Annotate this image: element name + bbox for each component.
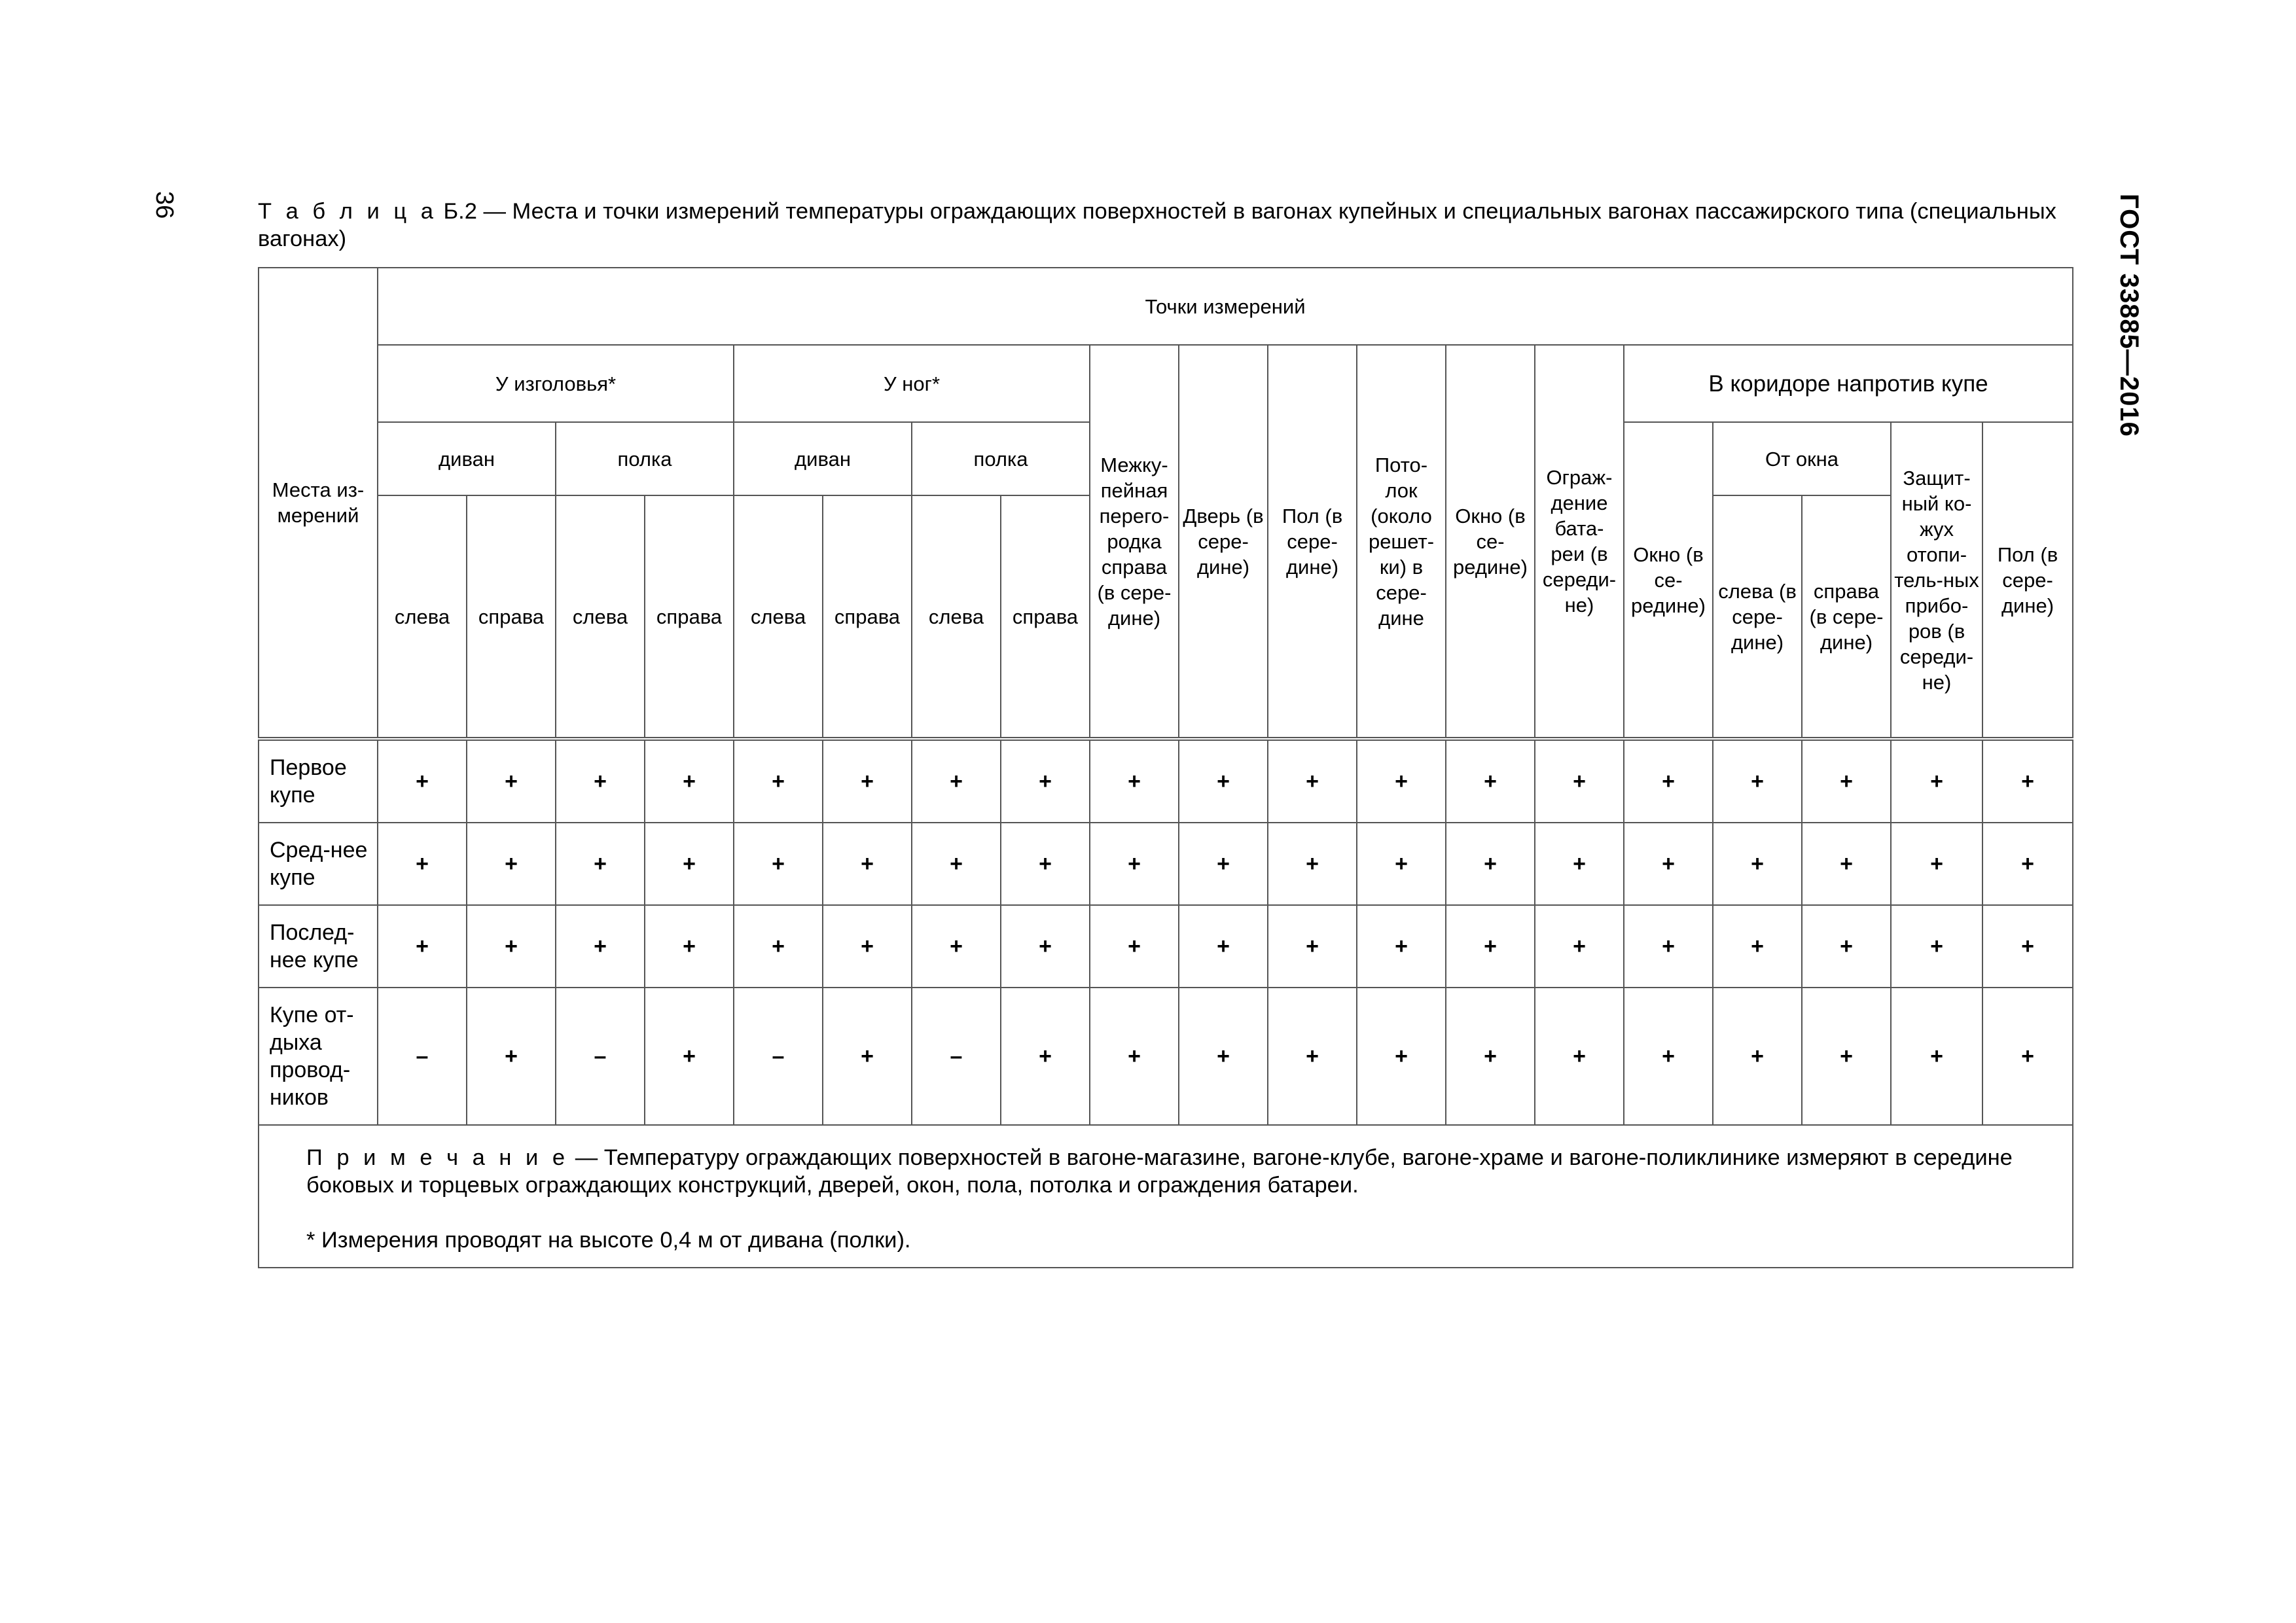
table-cell: + (645, 739, 734, 823)
table-cell: + (645, 823, 734, 905)
table-cell: + (912, 739, 1001, 823)
table-cell: + (1802, 823, 1891, 905)
table-cell: + (1090, 988, 1179, 1125)
table-cell: + (734, 905, 823, 988)
table-cell: + (1446, 905, 1535, 988)
group-title: Точки измерений (378, 268, 2073, 345)
head-sofa-left-header: слева (378, 495, 467, 739)
table-row (259, 988, 2073, 1125)
table-cell: + (378, 739, 467, 823)
table-cell: + (467, 739, 556, 823)
row-label: Сред-нее купе (259, 823, 378, 905)
note-label: П р и м е ч а н и е (306, 1145, 569, 1170)
from-window-right-header: справа (в сере-дине) (1802, 495, 1891, 739)
table-cell: + (378, 905, 467, 988)
corridor-floor-header: Пол (в сере-дине) (1982, 422, 2073, 739)
caption-text: Б.2 — Места и точки измерений температуры ограждающих поверхностей в вагонах купейных и специальных вагонах пассажирского типа (специальных вагонах) (258, 199, 2056, 251)
table-cell: + (1179, 988, 1268, 1125)
feet-shelf-right-header: справа (1001, 495, 1090, 739)
table-cell: + (645, 905, 734, 988)
table-cell: + (1624, 823, 1713, 905)
table-cell: + (1982, 905, 2073, 988)
table-cell: + (1179, 823, 1268, 905)
table-cell: – (734, 988, 823, 1125)
from-window-header: От окна (1713, 422, 1891, 495)
note-text: — Температуру ограждающих поверхностей в вагоне-магазине, вагоне-клубе, вагоне-храме и вагоне-поликлинике измеряют в середине боковых и торцевых ограждающих конструкций, дверей, окон, пола, потолка и ограждения батареи. (306, 1145, 2013, 1198)
table-cell: + (1535, 823, 1624, 905)
head-sofa-header: диван (378, 422, 556, 495)
table-cell: + (1982, 739, 2073, 823)
table-cell: + (556, 823, 645, 905)
caption-label: Т а б л и ц а (258, 199, 437, 224)
table-cell: + (1713, 739, 1802, 823)
table-cell: + (1624, 739, 1713, 823)
feet-sofa-left-header: слева (734, 495, 823, 739)
table-cell: + (1891, 739, 1982, 823)
feet-group-header: У ног* (734, 345, 1090, 422)
table-cell: + (1535, 988, 1624, 1125)
table-cell: + (1179, 739, 1268, 823)
table-cell: + (1001, 739, 1090, 823)
table-cell: + (1982, 988, 2073, 1125)
table-cell: – (912, 988, 1001, 1125)
row-label: Купе от-дыха провод-ников (259, 988, 378, 1125)
ceiling-header: Пото-лок (около решет-ки) в сере-дине (1357, 345, 1446, 739)
table-cell: + (1802, 905, 1891, 988)
table-cell: + (378, 823, 467, 905)
table-cell: + (734, 823, 823, 905)
head-shelf-left-header: слева (556, 495, 645, 739)
table-cell: + (1001, 823, 1090, 905)
table-cell: + (1357, 823, 1446, 905)
door-header: Дверь (в сере-дине) (1179, 345, 1268, 739)
battery-guard-header: Ограж-дение бата-реи (в середи-не) (1535, 345, 1624, 739)
feet-shelf-left-header: слева (912, 495, 1001, 739)
table-cell: + (823, 905, 912, 988)
table-cell: + (1268, 905, 1357, 988)
table-cell: – (378, 988, 467, 1125)
table-cell: + (1713, 905, 1802, 988)
table-cell: + (1624, 905, 1713, 988)
table-cell: + (1268, 823, 1357, 905)
table-note (259, 1125, 2073, 1268)
table-cell: + (467, 905, 556, 988)
table-cell: + (823, 739, 912, 823)
table-cell: + (1982, 823, 2073, 905)
table-cell: + (1179, 905, 1268, 988)
table-cell: + (556, 739, 645, 823)
table-row (259, 739, 2073, 823)
head-shelf-header: полка (556, 422, 734, 495)
head-group-header: У изголовья* (378, 345, 734, 422)
table-cell: + (1446, 988, 1535, 1125)
table-cell: + (912, 823, 1001, 905)
table-cell: + (823, 823, 912, 905)
head-shelf-right-header: справа (645, 495, 734, 739)
table-cell: + (1001, 905, 1090, 988)
table-cell: + (1268, 739, 1357, 823)
table-cell: + (1891, 823, 1982, 905)
table-caption (258, 198, 2072, 253)
from-window-left-header: слева (в сере-дине) (1713, 495, 1802, 739)
table-cell: + (1535, 739, 1624, 823)
partition-header: Межку-пейная перего-родка справа (в сере-дине) (1090, 345, 1179, 739)
table-cell: + (1090, 823, 1179, 905)
table-cell: + (645, 988, 734, 1125)
table-cell: + (1446, 739, 1535, 823)
table-cell: + (1001, 988, 1090, 1125)
table-cell: + (467, 823, 556, 905)
row-label: Первое купе (259, 739, 378, 823)
measurement-table (258, 267, 2073, 1268)
table-cell: + (1802, 739, 1891, 823)
feet-sofa-right-header: справа (823, 495, 912, 739)
table-cell: + (556, 905, 645, 988)
page-number: 36 (151, 191, 178, 219)
feet-sofa-header: диван (734, 422, 912, 495)
table-row (259, 905, 2073, 988)
table-cell: + (1624, 988, 1713, 1125)
table-cell: – (556, 988, 645, 1125)
floor-header: Пол (в сере-дине) (1268, 345, 1357, 739)
window-header: Окно (в се-редине) (1446, 345, 1535, 739)
corner-header: Места из-мерений (259, 268, 378, 739)
table-cell: + (467, 988, 556, 1125)
table-cell: + (1357, 988, 1446, 1125)
table-cell: + (823, 988, 912, 1125)
corridor-window-header: Окно (в се-редине) (1624, 422, 1713, 739)
table-cell: + (1802, 988, 1891, 1125)
feet-shelf-header: полка (912, 422, 1090, 495)
table-row (259, 823, 2073, 905)
corridor-group-header: В коридоре напротив купе (1624, 345, 2073, 422)
table-cell: + (1268, 988, 1357, 1125)
table-cell: + (1090, 739, 1179, 823)
heater-cover-header: Защит-ный ко-жух отопи-тель-ных прибо-ров (в середи-не) (1891, 422, 1982, 739)
head-sofa-right-header: справа (467, 495, 556, 739)
table-cell: + (1891, 905, 1982, 988)
table-cell: + (1357, 739, 1446, 823)
row-label: Послед-нее купе (259, 905, 378, 988)
table-cell: + (1535, 905, 1624, 988)
footnote: * Измерения проводят на высоте 0,4 м от дивана (полки). (306, 1228, 911, 1253)
table-cell: + (734, 739, 823, 823)
document-code: ГОСТ 33885—2016 (2115, 194, 2144, 437)
table-cell: + (1713, 823, 1802, 905)
table-cell: + (912, 905, 1001, 988)
table-cell: + (1446, 823, 1535, 905)
table-cell: + (1891, 988, 1982, 1125)
table-cell: + (1357, 905, 1446, 988)
table-cell: + (1090, 905, 1179, 988)
table-cell: + (1713, 988, 1802, 1125)
